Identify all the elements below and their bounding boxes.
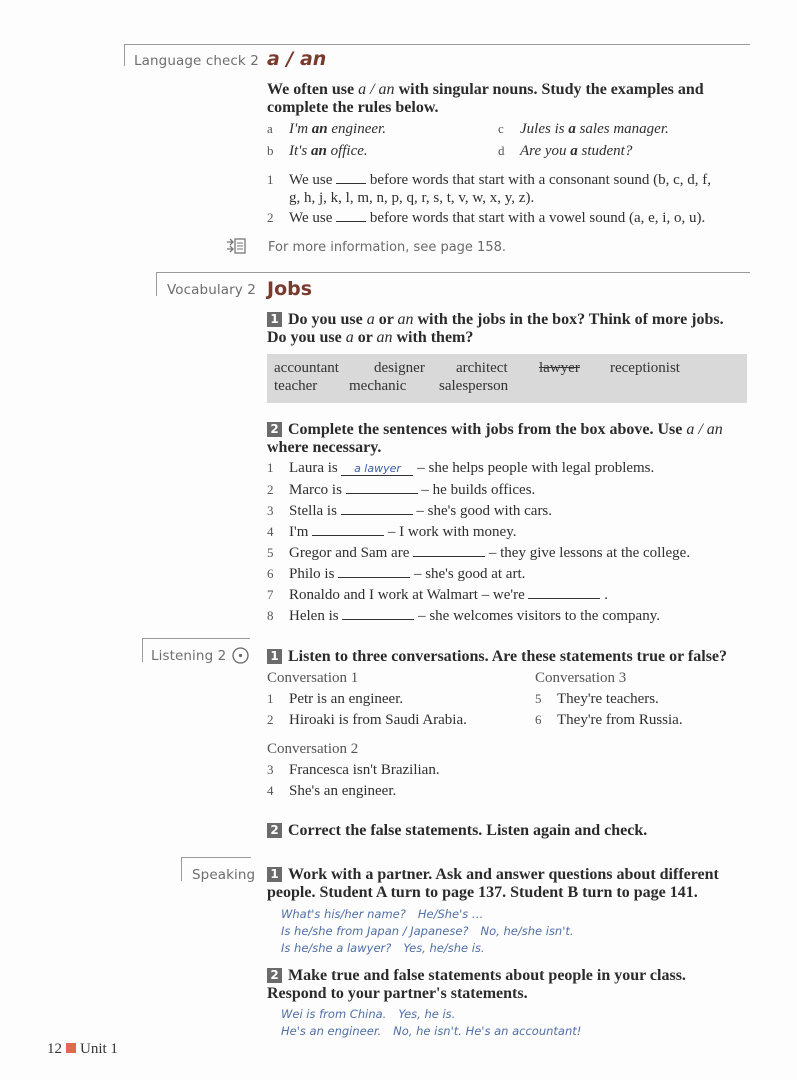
section-label-vocabulary: Vocabulary 2 [167, 282, 256, 298]
rule-2: 2 We use before words that start with a vowel sound (a, e, i, o, u). [267, 210, 706, 226]
sentence-text: Philo is [289, 566, 335, 582]
sentence-number: 5 [267, 545, 274, 560]
rule-1-blank[interactable] [336, 172, 366, 184]
word-receptionist: receptionist [610, 360, 680, 376]
answer-blank[interactable] [413, 545, 485, 557]
exercise-badge: 2 [267, 968, 282, 983]
dialogue-example: Wei is from China. Yes, he is. [281, 1007, 456, 1021]
sentence-number: 8 [267, 608, 274, 623]
word-lawyer-struck: lawyer [539, 360, 580, 376]
sentence-number: 3 [267, 503, 274, 518]
answer-blank[interactable] [341, 503, 413, 515]
sentence-6 [267, 566, 525, 583]
section-rule [156, 272, 750, 273]
section-rule-vertical [181, 857, 182, 881]
example-a: a I'm an engineer. [267, 121, 386, 137]
exercise-badge: 1 [267, 867, 282, 882]
sentence-7 [267, 587, 608, 604]
speaking-exercise-1: 1 Work with a partner. Ask and answer questions about different people. Student A turn to page 137. Student B turn to page 141. [267, 866, 719, 901]
sentence-text: – she's good with cars. [416, 503, 553, 519]
sentence-text: Helen is [289, 608, 339, 624]
answer-blank[interactable]: a lawyer [341, 462, 413, 476]
example-b: b It's an office. [267, 143, 368, 159]
cd-audio-icon[interactable] [232, 647, 249, 664]
sentence-text: . [604, 587, 608, 603]
page-number: 12 [47, 1041, 62, 1057]
sentence-text: – she welcomes visitors to the company. [418, 608, 660, 624]
sentence-text: Ronaldo and I work at Walmart – we're [289, 587, 525, 603]
word-salesperson: salesperson [439, 378, 509, 394]
dialogue-example: What's his/her name? He/She's … [281, 907, 484, 921]
exercise-badge: 2 [267, 422, 282, 437]
word-accountant: accountant [274, 360, 339, 376]
statement-5: 5 They're teachers. [535, 691, 659, 707]
word-teacher: teacher [274, 378, 318, 394]
footer-square-icon [66, 1043, 76, 1053]
sentence-2 [267, 482, 535, 499]
listening-exercise-1: 1 Listen to three conversations. Are these statements true or false? [267, 648, 747, 666]
sentence-number: 2 [267, 482, 274, 497]
section-rule-vertical [124, 44, 125, 66]
section-label-speaking: Speaking [192, 867, 256, 883]
section-rule [181, 857, 251, 858]
dialogue-example: He's an engineer. No, he isn't. He's an accountant! [281, 1024, 582, 1038]
sentence-number: 7 [267, 587, 274, 602]
more-info-link[interactable]: For more information, see page 158. [268, 240, 506, 255]
rule-1-continued: g, h, j, k, l, m, n, p, q, r, s, t, v, w, x, y, z). [289, 190, 535, 206]
sentence-text: – they give lessons at the college. [488, 545, 691, 561]
example-d: d Are you a student? [498, 143, 633, 159]
sentence-text: – he builds offices. [421, 482, 536, 498]
section-label-listening: Listening 2 [151, 648, 227, 664]
section-title-a-an: a / an [267, 48, 327, 70]
rule-2-blank[interactable] [336, 210, 366, 222]
statement-1: 1 Petr is an engineer. [267, 691, 404, 707]
vocab-exercise-2: 2 Complete the sentences with jobs from the box above. Use a / an where necessary. [267, 421, 723, 456]
statement-3: 3 Francesca isn't Brazilian. [267, 762, 440, 778]
statement-4: 4 She's an engineer. [267, 783, 397, 799]
conversation-3-heading: Conversation 3 [535, 670, 627, 686]
sentence-text: Laura is [289, 460, 338, 476]
exercise-badge: 1 [267, 649, 282, 664]
sentence-text: Stella is [289, 503, 337, 519]
sentence-text: I'm [289, 524, 309, 540]
conversation-1-heading: Conversation 1 [267, 670, 359, 686]
rule-1: 1 We use before words that start with a consonant sound (b, c, d, f, [267, 172, 712, 188]
example-c: c Jules is a sales manager. [498, 121, 669, 137]
sentence-text: – I work with money. [387, 524, 517, 540]
speaking-exercise-2: 2 Make true and false statements about people in your class. Respond to your partner's statements. [267, 967, 686, 1002]
unit-label: Unit 1 [80, 1041, 118, 1057]
section-label-language-check: Language check 2 [134, 53, 259, 69]
answer-blank[interactable] [528, 587, 600, 599]
vocab-exercise-1: 1 Do you use a or an with the jobs in the box? Think of more jobs. Do you use a or an with them? [267, 311, 724, 346]
language-check-intro: We often use a / an with singular nouns. Study the examples and complete the rules below. [267, 81, 704, 116]
sentence-text: Marco is [289, 482, 342, 498]
section-title-jobs: Jobs [267, 278, 313, 300]
sentence-1 [267, 460, 654, 477]
sentence-text: – she helps people with legal problems. [417, 460, 655, 476]
page-footer [47, 1041, 118, 1058]
dialogue-example: Is he/she a lawyer? Yes, he/she is. [281, 941, 485, 955]
dialogue-example: Is he/she from Japan / Japanese? No, he/she isn't. [281, 924, 574, 938]
sentence-8 [267, 608, 660, 625]
exercise-badge: 2 [267, 823, 282, 838]
word-box [267, 354, 747, 403]
sentence-text: Gregor and Sam are [289, 545, 410, 561]
grammar-reference-icon [226, 237, 248, 255]
section-rule [142, 638, 250, 639]
sentence-5 [267, 545, 690, 562]
word-mechanic: mechanic [349, 378, 407, 394]
section-rule-vertical [142, 638, 143, 662]
exercise-badge: 1 [267, 312, 282, 327]
section-rule-vertical [156, 272, 157, 296]
statement-6: 6 They're from Russia. [535, 712, 683, 728]
conversation-2-heading: Conversation 2 [267, 741, 359, 757]
sentence-4 [267, 524, 516, 541]
sentence-3 [267, 503, 552, 520]
word-designer: designer [374, 360, 425, 376]
statement-2: 2 Hiroaki is from Saudi Arabia. [267, 712, 467, 728]
section-rule [124, 44, 750, 45]
listening-exercise-2: 2 Correct the false statements. Listen again and check. [267, 822, 747, 840]
word-architect: architect [456, 360, 508, 376]
answer-blank[interactable] [312, 524, 384, 536]
answer-blank[interactable] [338, 566, 410, 578]
answer-blank[interactable] [342, 608, 414, 620]
sentence-number: 6 [267, 566, 274, 581]
answer-blank[interactable] [346, 482, 418, 494]
sentence-number: 4 [267, 524, 274, 539]
sentence-number: 1 [267, 460, 274, 475]
sentence-text: – she's good at art. [413, 566, 526, 582]
